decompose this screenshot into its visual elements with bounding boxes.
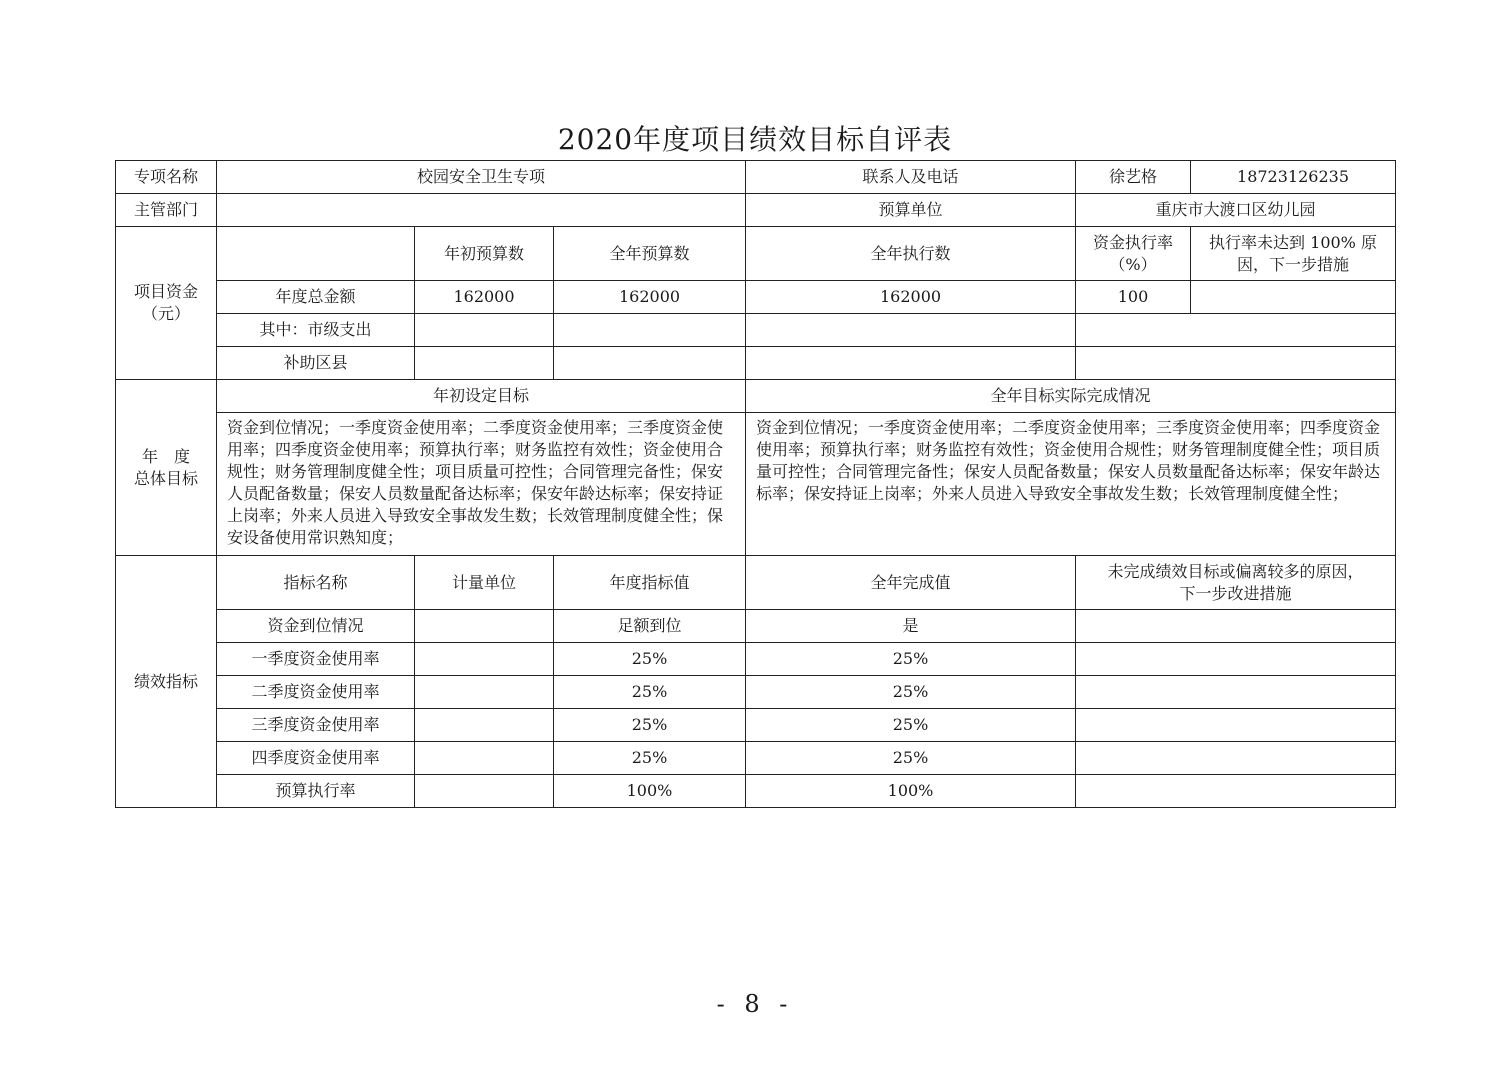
funds-col-rate: 资金执行率 （%） — [1076, 227, 1191, 281]
funds-row-label: 年度总金额 — [217, 281, 415, 314]
budget-unit-value: 重庆市大渡口区幼儿园 — [1076, 194, 1396, 227]
funds-row-rate — [1076, 347, 1396, 380]
indicator-target: 100% — [554, 775, 746, 808]
funds-row-exec: 162000 — [746, 281, 1076, 314]
goals-actual-text: 资金到位情况；一季度资金使用率；二季度资金使用率；三季度资金使用率；四季度资金使用率；预算执行率；财务监控有效性；资金使用合规性；财务管理制度健全性；项目质量可控性；合同管理完备性；保安人员配备数量；保安人员数量配备达标率；保安年龄达标率；保安持证上岗率；外来人员进入导致安全事故发生数；长效管理制度健全性； — [746, 413, 1396, 556]
indicator-name: 三季度资金使用率 — [217, 709, 415, 742]
indicator-actual: 100% — [746, 775, 1076, 808]
funds-row-exec — [746, 347, 1076, 380]
indicator-unit — [415, 643, 554, 676]
indicator-name: 四季度资金使用率 — [217, 742, 415, 775]
goals-actual-header: 全年目标实际完成情况 — [746, 380, 1396, 413]
indicator-reason — [1076, 676, 1396, 709]
indicator-actual: 25% — [746, 709, 1076, 742]
funds-col-exec: 全年执行数 — [746, 227, 1076, 281]
goals-initial-header: 年初设定目标 — [217, 380, 746, 413]
dept-value — [217, 194, 746, 227]
page-number: - 8 - — [716, 990, 794, 1018]
page-title: 2020年度项目绩效目标自评表 — [557, 123, 953, 156]
project-name-value: 校园安全卫生专项 — [217, 161, 746, 194]
indicator-target: 25% — [554, 676, 746, 709]
funds-row-initial: 162000 — [415, 281, 554, 314]
funds-row-initial — [415, 314, 554, 347]
dept-label: 主管部门 — [116, 194, 217, 227]
indicator-name: 一季度资金使用率 — [217, 643, 415, 676]
indicator-reason — [1076, 709, 1396, 742]
indicator-target: 25% — [554, 742, 746, 775]
indicator-reason — [1076, 742, 1396, 775]
evaluation-table — [115, 160, 1396, 808]
indicator-reason — [1076, 610, 1396, 643]
indicator-unit — [415, 775, 554, 808]
funds-row-rate — [1076, 314, 1396, 347]
funds-row-label: 其中：市级支出 — [217, 314, 415, 347]
goals-initial-text: 资金到位情况；一季度资金使用率；二季度资金使用率；三季度资金使用率；四季度资金使用率；预算执行率；财务监控有效性；资金使用合规性；财务管理制度健全性；项目质量可控性；合同管理完备性；保安人员配备数量；保安人员数量配备达标率；保安年龄达标率；保安持证上岗率；外来人员进入导致安全事故发生数；长效管理制度健全性；保安设备使用常识熟知度； — [217, 413, 746, 556]
funds-col-full: 全年预算数 — [554, 227, 746, 281]
indicator-unit — [415, 676, 554, 709]
contact-phone: 18723126235 — [1191, 161, 1396, 194]
indicator-name: 预算执行率 — [217, 775, 415, 808]
budget-unit-label: 预算单位 — [746, 194, 1076, 227]
indicators-col-reason: 未完成绩效目标或偏离较多的原因， 下一步改进措施 — [1076, 556, 1396, 610]
indicator-target: 25% — [554, 709, 746, 742]
contact-name: 徐艺格 — [1076, 161, 1191, 194]
indicator-unit — [415, 742, 554, 775]
indicator-unit — [415, 610, 554, 643]
indicator-name: 资金到位情况 — [217, 610, 415, 643]
funds-section-label: 项目资金 （元） — [116, 227, 217, 380]
goals-section-label: 年 度 总体目标 — [116, 380, 217, 556]
indicator-actual: 25% — [746, 742, 1076, 775]
funds-row-full — [554, 314, 746, 347]
indicators-col-name: 指标名称 — [217, 556, 415, 610]
funds-corner-cell — [217, 227, 415, 281]
funds-row-full — [554, 347, 746, 380]
indicator-reason — [1076, 775, 1396, 808]
project-name-label: 专项名称 — [116, 161, 217, 194]
funds-row-exec — [746, 314, 1076, 347]
indicator-name: 二季度资金使用率 — [217, 676, 415, 709]
indicator-actual: 是 — [746, 610, 1076, 643]
indicator-target: 25% — [554, 643, 746, 676]
funds-row-label: 补助区县 — [217, 347, 415, 380]
indicator-actual: 25% — [746, 676, 1076, 709]
funds-col-initial: 年初预算数 — [415, 227, 554, 281]
funds-row-full: 162000 — [554, 281, 746, 314]
contact-label: 联系人及电话 — [746, 161, 1076, 194]
funds-row-rate: 100 — [1076, 281, 1191, 314]
indicator-actual: 25% — [746, 643, 1076, 676]
funds-row-initial — [415, 347, 554, 380]
indicators-col-unit: 计量单位 — [415, 556, 554, 610]
indicator-unit — [415, 709, 554, 742]
funds-row-reason — [1191, 281, 1396, 314]
funds-col-reason: 执行率未达到 100% 原因，下一步措施 — [1191, 227, 1396, 281]
indicators-section-label: 绩效指标 — [116, 556, 217, 808]
indicator-reason — [1076, 643, 1396, 676]
indicators-col-target: 年度指标值 — [554, 556, 746, 610]
indicators-col-actual: 全年完成值 — [746, 556, 1076, 610]
indicator-target: 足额到位 — [554, 610, 746, 643]
